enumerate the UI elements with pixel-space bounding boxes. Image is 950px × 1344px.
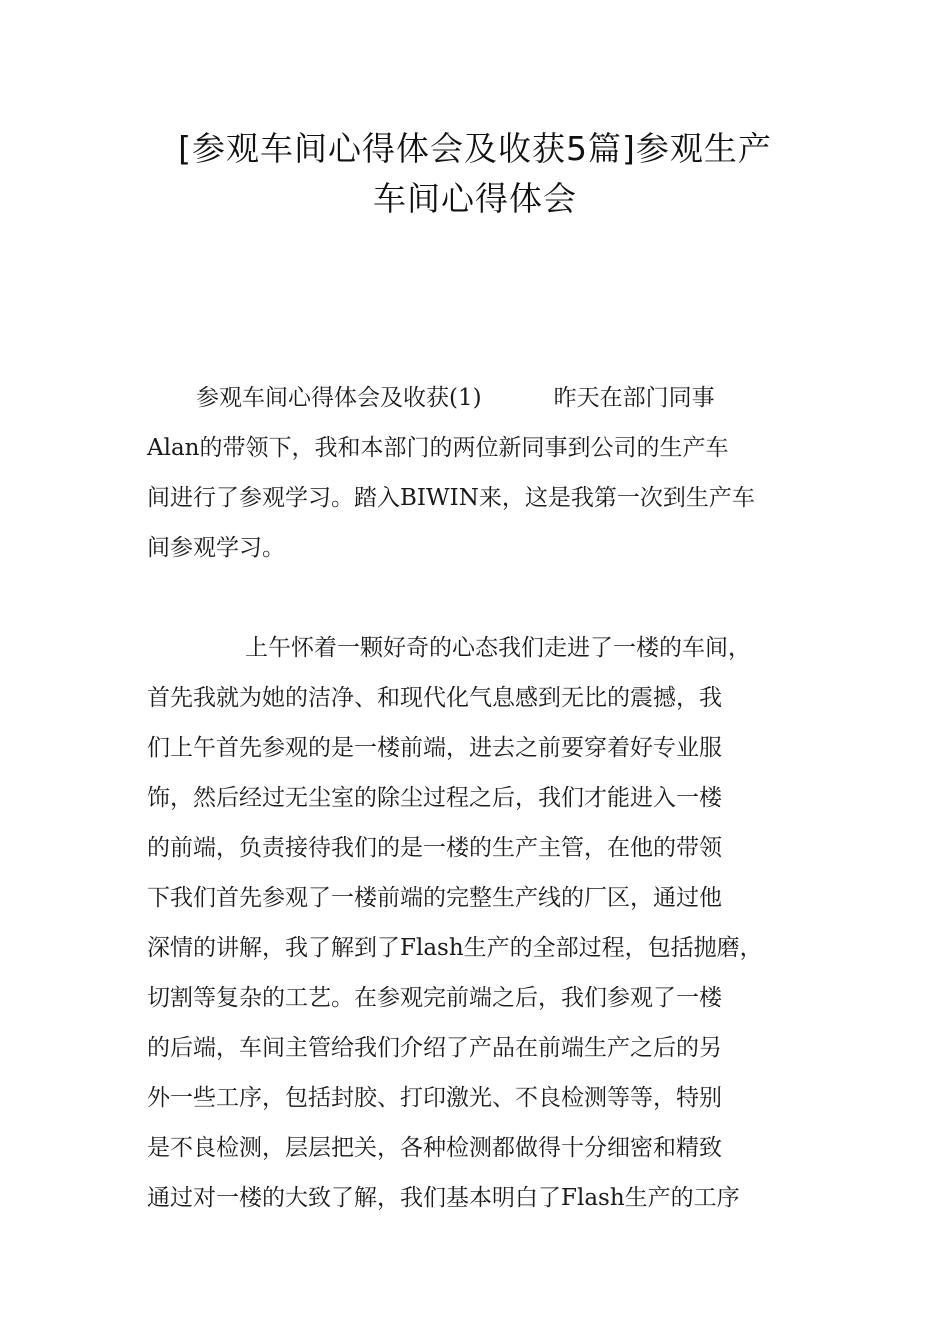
document-title-line-2: 车间心得体会	[373, 179, 577, 218]
paragraph-2-line: 们上午首先参观的是一楼前端，进去之前要穿着好专业服	[147, 735, 722, 761]
paragraph-2-line: 是不良检测，层层把关，各种检测都做得十分细密和精致	[147, 1135, 722, 1161]
paragraph-2-line: 切割等复杂的工艺。在参观完前端之后，我们参观了一楼	[147, 985, 722, 1011]
paragraph-2-line: 外一些工序，包括封胶、打印激光、不良检测等等，特别	[147, 1085, 722, 1111]
paragraph-2-line: 下我们首先参观了一楼前端的完整生产线的厂区，通过他	[147, 885, 722, 911]
document-title-line-1: [参观车间心得体会及收获5篇]参观生产	[178, 129, 772, 168]
paragraph-2-line: 的前端，负责接待我们的是一楼的生产主管，在他的带领	[147, 835, 722, 861]
paragraph-1-line: Alan的带领下，我和本部门的两位新同事到公司的生产车	[147, 435, 729, 461]
section-heading: 参观车间心得体会及收获(1)	[196, 385, 482, 411]
paragraph-1-line: 间参观学习。	[147, 535, 285, 561]
paragraph-2-line: 首先我就为她的洁净、和现代化气息感到无比的震撼，我	[147, 685, 722, 711]
paragraph-2-line: 上午怀着一颗好奇的心态我们走进了一楼的车间，	[245, 635, 751, 661]
paragraph-1-first-line	[196, 373, 896, 423]
paragraph-2-line: 的后端，车间主管给我们介绍了产品在前端生产之后的另	[147, 1035, 722, 1061]
paragraph-text: 昨天在部门同事	[553, 385, 715, 411]
paragraph-1-line: 间进行了参观学习。踏入BIWIN来，这是我第一次到生产车	[147, 485, 755, 511]
paragraph-2-line: 深情的讲解，我了解到了Flash生产的全部过程，包括抛磨，	[147, 935, 763, 961]
paragraph-2-line: 通过对一楼的大致了解，我们基本明白了Flash生产的工序	[147, 1185, 740, 1211]
paragraph-2-line: 饰，然后经过无尘室的除尘过程之后，我们才能进入一楼	[147, 785, 722, 811]
